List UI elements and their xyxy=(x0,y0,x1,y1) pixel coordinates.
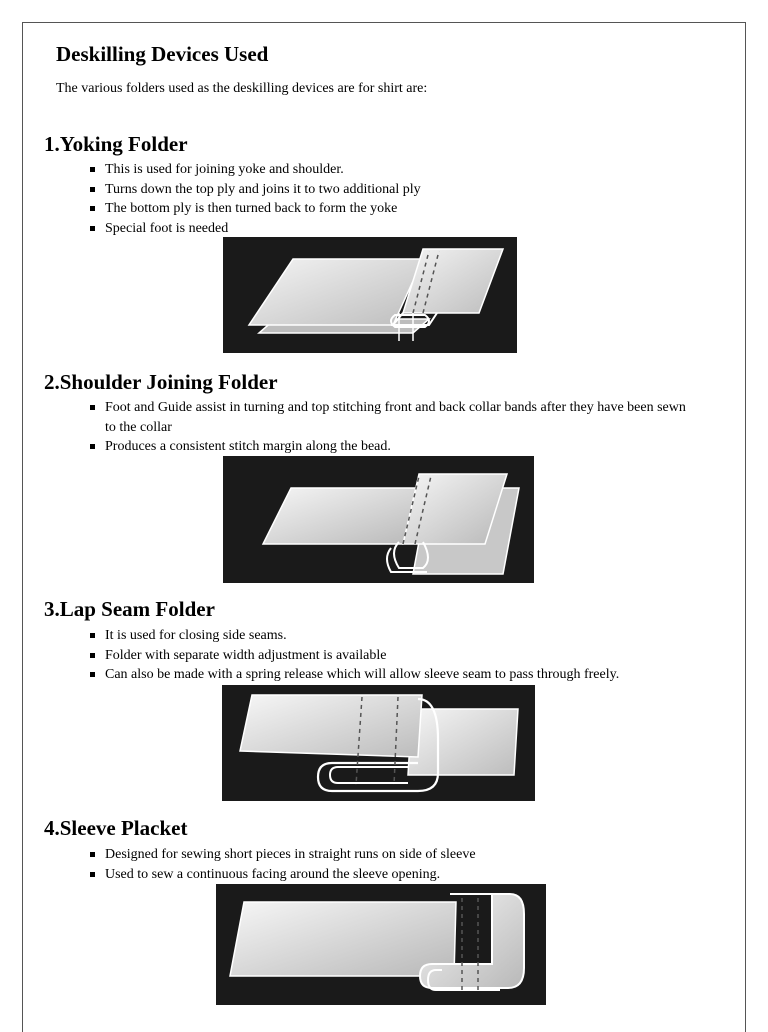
lap-seam-folder-diagram-icon xyxy=(222,685,535,801)
list-item: This is used for joining yoke and shoulder. xyxy=(90,160,690,180)
section-title-yoking-folder: 1.Yoking Folder xyxy=(44,132,188,156)
list-item: Produces a consistent stitch margin along the bead. xyxy=(90,437,690,457)
list-item: Can also be made with a spring release which will allow sleeve seam to pass through freely. xyxy=(90,665,690,685)
bullet-list-lap-seam-folder xyxy=(90,626,690,685)
list-item: Special foot is needed xyxy=(90,219,690,239)
sleeve-placket-diagram-icon xyxy=(216,884,546,1005)
shoulder-joining-folder-diagram-figure xyxy=(223,456,534,583)
bullet-list-yoking-folder xyxy=(90,160,690,238)
intro-text: The various folders used as the deskilling devices are for shirt are: xyxy=(56,81,428,96)
section-title-sleeve-placket: 4.Sleeve Placket xyxy=(44,816,188,840)
list-item: It is used for closing side seams. xyxy=(90,626,690,646)
bullet-list-sleeve-placket xyxy=(90,845,690,884)
yoking-folder-diagram-icon xyxy=(223,237,517,353)
list-item: Folder with separate width adjustment is available xyxy=(90,646,690,666)
lap-seam-folder-diagram-figure xyxy=(222,685,535,801)
document-title: Deskilling Devices Used xyxy=(56,42,269,66)
list-item: Used to sew a continuous facing around the sleeve opening. xyxy=(90,865,690,885)
list-item: The bottom ply is then turned back to form the yoke xyxy=(90,199,690,219)
bullet-list-shoulder-joining-folder xyxy=(90,398,690,457)
section-title-shoulder-joining-folder: 2.Shoulder Joining Folder xyxy=(44,370,278,394)
list-item: Foot and Guide assist in turning and top stitching front and back collar bands after they have been sewn to the collar xyxy=(90,398,690,437)
section-title-lap-seam-folder: 3.Lap Seam Folder xyxy=(44,597,215,621)
shoulder-joining-folder-diagram-icon xyxy=(223,456,534,583)
yoking-folder-diagram-figure xyxy=(223,237,517,353)
list-item: Turns down the top ply and joins it to two additional ply xyxy=(90,180,690,200)
list-item: Designed for sewing short pieces in straight runs on side of sleeve xyxy=(90,845,690,865)
sleeve-placket-diagram-figure xyxy=(216,884,546,1005)
